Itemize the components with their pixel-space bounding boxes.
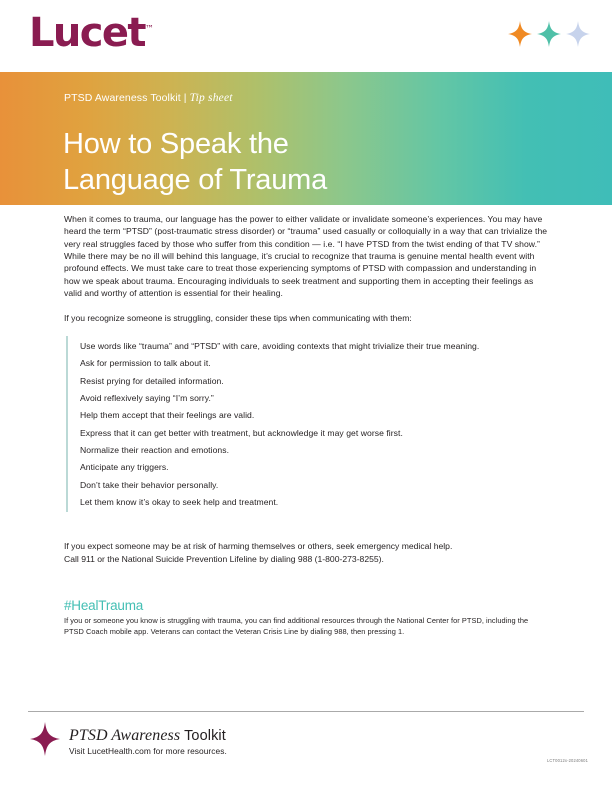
footer-title bbox=[69, 728, 226, 744]
intro-paragraph: When it comes to trauma, our language has the power to either validate or invalidate someone’s experiences. You may have heard the term “PTSD” (post-traumatic stress disorder) or “trauma” used casually or colloquially in a way that can trivialize the very real struggles faced by those who suffer from this condition — i.e. “I have PTSD from the twist ending of that TV show.” While there may be no ill will behind this language, it’s crucial to recognize that trauma is genuine mental health event with profound effects. We must take care to treat those experiencing symptoms of PTSD with compassion and understanding in how we speak about trauma. Encouraging individuals to seek treatment and supporting them in accepting their feelings as valid and worthy of attention is essential for their healing. bbox=[64, 214, 548, 299]
list-item: Ask for permission to talk about it. bbox=[80, 358, 211, 369]
page-title bbox=[63, 127, 327, 198]
footer-title-italic: PTSD Awareness bbox=[69, 726, 181, 744]
list-item: Express that it can get better with treatment, but acknowledge it may get worse first. bbox=[80, 427, 403, 438]
breadcrumb bbox=[64, 92, 233, 104]
main-content bbox=[64, 213, 550, 637]
sparkle-teal-icon bbox=[537, 21, 561, 52]
tips-lead-in: If you recognize someone is struggling, consider these tips when communicating with them: bbox=[64, 313, 412, 324]
list-item: Anticipate any triggers. bbox=[80, 462, 169, 473]
emergency-notice bbox=[64, 540, 550, 565]
page-title-line-1: How to Speak the bbox=[63, 128, 289, 161]
document-code: LCT0012x-20240601 bbox=[546, 758, 588, 763]
heal-trauma-copy: If you or someone you know is struggling with trauma, you can find additional resources through the National Center for PTSD, including the PTSD Coach mobile app. Veterans can contact the Veteran Crisis Line by dialing 988, then pressing 1. bbox=[64, 616, 529, 636]
emergency-line-1: If you expect someone may be at risk of harming themselves or others, seek emergency medical help. bbox=[64, 541, 453, 552]
footer bbox=[30, 722, 430, 761]
list-item: Help them accept that their feelings are valid. bbox=[80, 410, 255, 421]
emergency-line-2: Call 911 or the National Suicide Prevention Lifeline by dialing 988 (1-800-273-8255). bbox=[64, 553, 384, 564]
footer-subtitle: Visit LucetHealth.com for more resources. bbox=[69, 745, 227, 756]
list-item: Avoid reflexively saying “I’m sorry.” bbox=[80, 392, 214, 403]
trademark-symbol: ™ bbox=[144, 24, 154, 35]
footer-title-regular: Toolkit bbox=[180, 727, 226, 744]
list-item: Resist prying for detailed information. bbox=[80, 375, 224, 386]
sparkle-orange-icon bbox=[508, 21, 532, 52]
header-bar bbox=[0, 0, 612, 72]
list-item: Don’t take their behavior personally. bbox=[80, 479, 219, 490]
lucet-logo[interactable] bbox=[29, 10, 154, 56]
page-title-line-2: Language of Trauma bbox=[63, 163, 328, 196]
diamond-icon bbox=[30, 722, 60, 761]
footer-divider bbox=[28, 711, 584, 712]
breadcrumb-tipsheet-label: Tip sheet bbox=[189, 92, 233, 104]
hero-banner bbox=[0, 72, 612, 205]
footer-text-block bbox=[69, 727, 227, 756]
tips-list bbox=[66, 336, 550, 513]
lucet-logo-text: Lucet bbox=[29, 10, 145, 56]
list-item: Use words like “trauma” and “PTSD” with care, avoiding contexts that might trivialize their true meaning. bbox=[80, 340, 480, 351]
sparkle-blue-icon bbox=[566, 21, 590, 52]
sparkle-group bbox=[508, 21, 590, 52]
hashtag-heal-trauma: #HealTrauma bbox=[64, 598, 144, 614]
breadcrumb-toolkit-label: PTSD Awareness Toolkit | bbox=[64, 92, 190, 104]
list-item: Normalize their reaction and emotions. bbox=[80, 445, 230, 456]
list-item: Let them know it’s okay to seek help and treatment. bbox=[80, 497, 279, 508]
heal-trauma-section bbox=[64, 598, 550, 637]
